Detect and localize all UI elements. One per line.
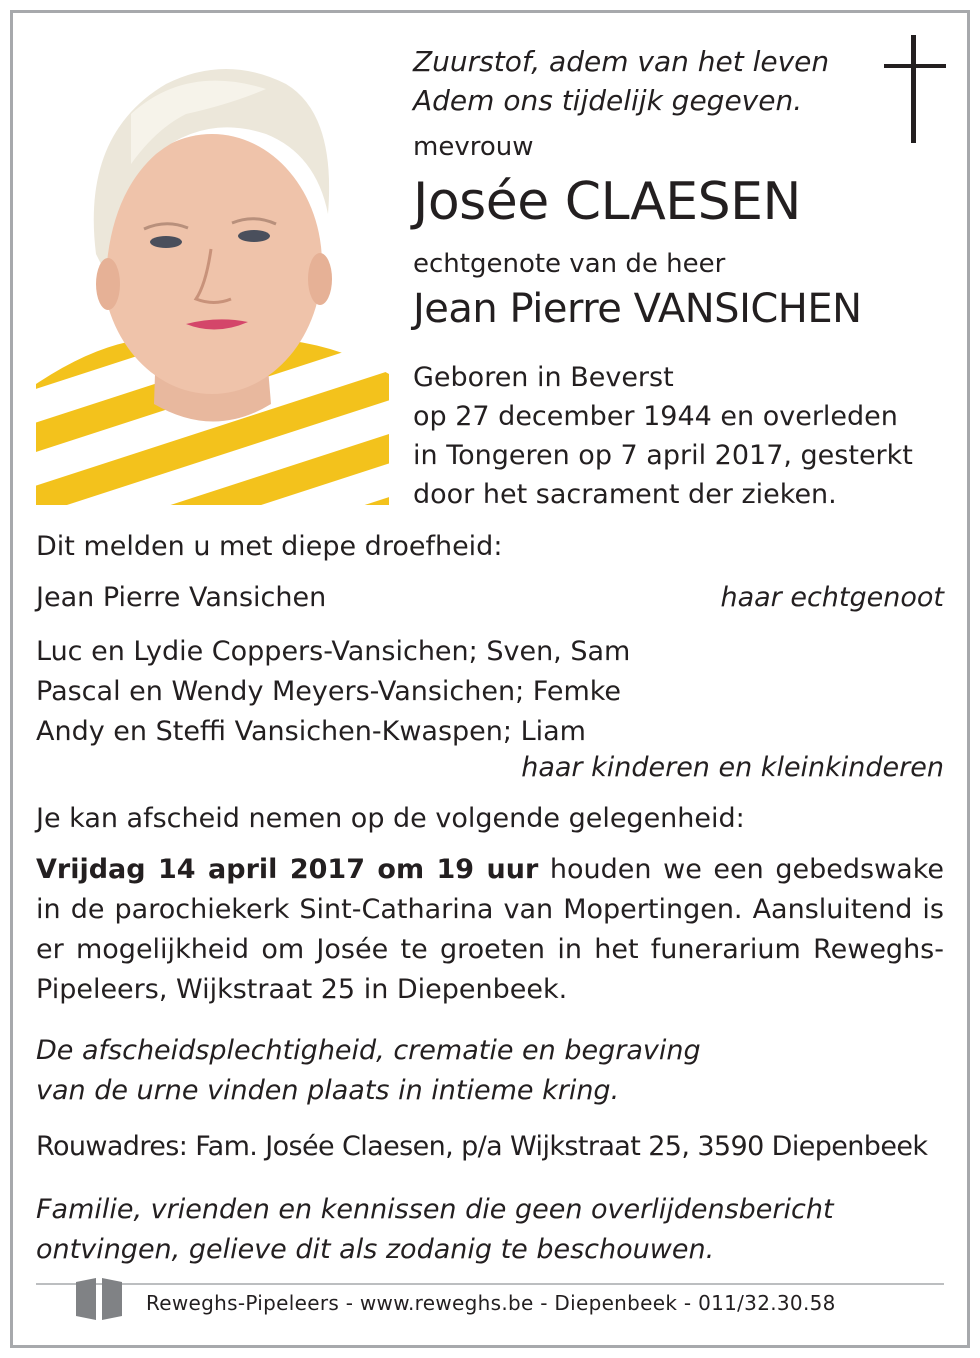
spouse-name: Jean Pierre VANSICHEN <box>413 286 862 332</box>
bio-line-1: Geboren in Beverst <box>413 362 674 393</box>
bio-line-2: op 27 december 1944 en overleden <box>413 401 898 432</box>
ceremony-line-2: van de urne vinden plaats in intieme kring. <box>36 1075 620 1106</box>
funeral-home-logo-icon <box>76 1276 122 1320</box>
farewell-date: Vrijdag 14 april 2017 om 19 uur <box>36 854 539 885</box>
title-mevrouw: mevrouw <box>413 132 534 162</box>
address: Rouwadres: Fam. Josée Claesen, p/a Wijkstraat 25, 3590 Diepenbeek <box>36 1131 928 1162</box>
verse-line-1: Zuurstof, adem van het leven <box>413 45 830 78</box>
bio-line-4: door het sacrament der zieken. <box>413 479 837 510</box>
husband-relation: haar echtgenoot <box>720 582 944 613</box>
husband-name: Jean Pierre Vansichen <box>36 582 327 613</box>
children-line-3: Andy en Steffi Vansichen-Kwaspen; Liam <box>36 716 586 747</box>
verse-line-2: Adem ons tijdelijk gegeven. <box>413 84 803 117</box>
announce-intro: Dit melden u met diepe droefheid: <box>36 531 503 562</box>
ceremony <box>36 1031 701 1111</box>
verse <box>413 42 829 120</box>
children-relation: haar kinderen en kleinkinderen <box>521 752 944 783</box>
notice <box>36 1190 834 1270</box>
footer-divider <box>36 1283 944 1285</box>
farewell-intro: Je kan afscheid nemen op de volgende gelegenheid: <box>36 803 745 834</box>
portrait-photo <box>36 44 389 505</box>
biography <box>413 358 913 514</box>
children-line-2: Pascal en Wendy Meyers-Vansichen; Femke <box>36 676 622 707</box>
ceremony-line-1: De afscheidsplechtigheid, crematie en begraving <box>36 1035 701 1066</box>
cross-icon <box>884 35 946 143</box>
notice-line-1: Familie, vrienden en kennissen die geen overlijdensbericht <box>36 1194 834 1225</box>
spouse-intro: echtgenote van de heer <box>413 249 726 279</box>
children-line-1: Luc en Lydie Coppers-Vansichen; Sven, Sam <box>36 636 631 667</box>
farewell-paragraph <box>36 850 944 1010</box>
notice-line-2: ontvingen, gelieve dit als zodanig te beschouwen. <box>36 1234 715 1265</box>
farewell-details: houden we een gebedswake in de parochiekerk Sint-Catharina van Mopertingen. Aansluitend is er mogelijkheid om Josée te groeten in het funerarium Reweghs-Pipeleers, Wijkstraat 25 in Diepenbeek. <box>36 854 944 1005</box>
children-list <box>36 632 630 752</box>
footer-contact: Reweghs-Pipeleers - www.reweghs.be - Diepenbeek - 011/32.30.58 <box>146 1291 836 1315</box>
deceased-name: Josée CLAESEN <box>413 172 801 232</box>
bio-line-3: in Tongeren op 7 april 2017, gesterkt <box>413 440 913 471</box>
